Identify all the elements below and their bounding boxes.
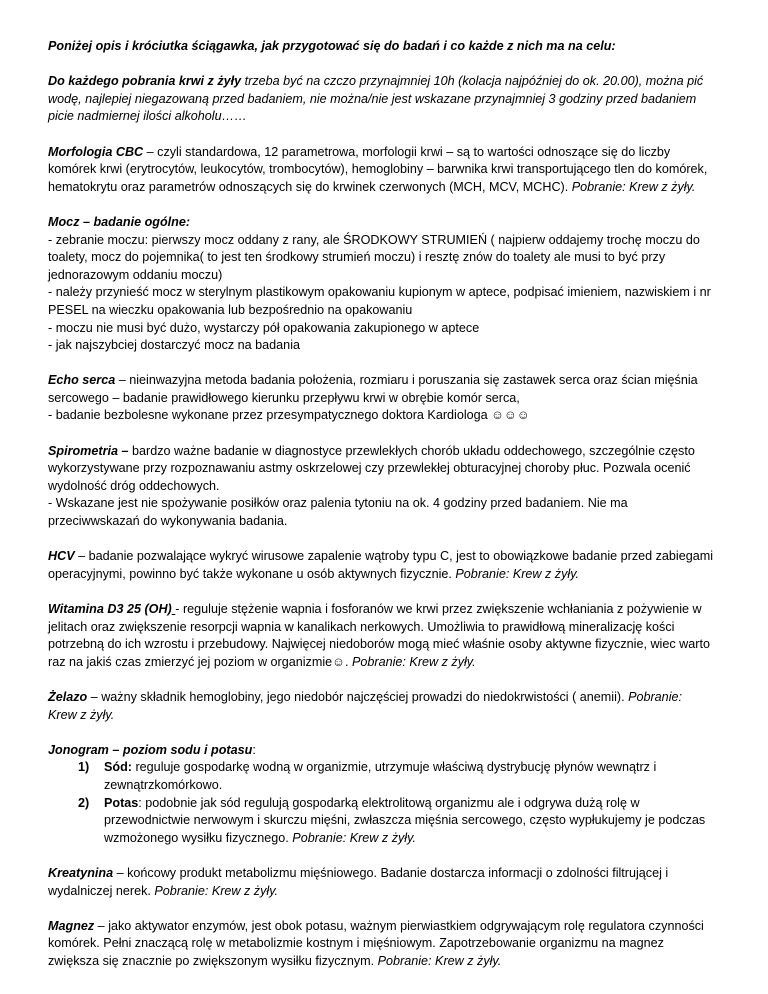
magnez-text: – jako aktywator enzymów, jest obok potasu, ważnym pierwiastkiem odgrywającym rolę regulatora czynności komórek. Pełni znaczącą rolę w metabolizmie kostnym i mięśniowym. Zapotrzebowanie organizmu na magnez zwiększa się znacznie po zwiększonym wysiłku fizycznym. xyxy=(48,918,704,968)
hcv-title: HCV xyxy=(48,549,75,564)
kreatynina-title: Kreatynina xyxy=(48,865,114,880)
witamina-title: Witamina D3 25 (OH) xyxy=(48,602,172,616)
kreatynina-paragraph xyxy=(48,865,714,900)
list-item xyxy=(48,759,714,794)
mocz-line-1: - zebranie moczu: pierwszy mocz oddany z rany, ale ŚRODKOWY STRUMIEŃ ( najpierw oddajemy trochę moczu do toalety, mocz do pojemnika( to jest ten środkowy strumień moczu) i resztę znów do toalety ale musi to być przy jednorazowym oddaniu moczu) xyxy=(48,232,700,282)
list-item-label: Sód: xyxy=(104,760,132,775)
general-paragraph xyxy=(48,73,714,126)
witamina-paragraph xyxy=(48,601,714,671)
kreatynina-sample: Pobranie: Krew z żyły. xyxy=(154,883,279,898)
spirometria-text: bardzo ważne badanie w diagnostyce przewlekłych chorób układu oddechowego, szczególnie często wykorzystywane przy rozpoznawaniu astmy oskrzelowej czy przewlekłej obturacyjnej choroby płuc. Pozwala ocenić wydolność dróg oddechowych. xyxy=(48,443,695,493)
hcv-text: – badanie pozwalające wykryć wirusowe zapalenie wątroby typu C, jest to obowiązkowe badanie przed zabiegami operacyjnymi, powinno być także wykonane u osób aktywnych fizycznie. xyxy=(48,549,714,581)
list-item-text: : podobnie jak sód regulują gospodarką elektrolitową organizmu ale i odgrywa dużą rolę w przewodnictwie nerwowym i skurczu mięśni, zwłaszcza mięśnia sercowego, często wypłukujemy je podczas wzmożonego wysiłku fizycznego. xyxy=(104,795,706,845)
mocz-line-2: - należy przynieść mocz w sterylnym plastikowym opakowaniu kupionym w aptece, podpisać imieniem, nazwiskiem i nr PESEL na wieczku opakowania lub bezpośrednio na opakowaniu xyxy=(48,285,711,317)
morfologia-paragraph xyxy=(48,144,714,197)
hcv-paragraph xyxy=(48,548,714,583)
spirometria-title: Spirometria – xyxy=(48,443,129,458)
intro-paragraph xyxy=(48,38,714,56)
echo-paragraph xyxy=(48,372,714,425)
spirometria-line-2: - Wskazane jest nie spożywanie posiłków oraz palenia tytoniu na ok. 4 godziny przed badaniem. Nie ma przeciwwskazań do wykonywania badania. xyxy=(48,496,628,529)
mocz-title: Mocz – badanie ogólne: xyxy=(48,214,191,229)
zelazo-text: – ważny składnik hemoglobiny, jego niedobór najczęściej prowadzi do niedokrwistości ( anemii). xyxy=(87,689,629,704)
echo-text: – nieinwazyjna metoda badania położenia, rozmiaru i poruszania się zastawek serca oraz ścian mięśnia sercowego – badanie prawidłowego kierunku przepływu krwi w obrębie komór serca, xyxy=(48,373,698,405)
witamina-text: - reguluje stężenie wapnia i fosforanów we krwi przez zwiększenie wchłaniania z pożywienie w jelitach oraz zwiększenie resorpcji wapnia w kanalikach nerkowych. Umożliwia to prawidłową mineralizację kości potrzebną do ich wzrostu i przebudowy. Najwięcej niedoborów mogą mieć właśnie osoby aktywne fizycznie, wiec warto raz na jakiś czas zmierzyć jej poziom w organizmie☺. xyxy=(48,602,710,669)
jonogram-colon: : xyxy=(252,742,256,757)
general-title: Do każdego pobrania krwi z żyły xyxy=(48,74,242,89)
hcv-sample: Pobranie: Krew z żyły. xyxy=(455,566,580,581)
mocz-line-4: - jak najszybciej dostarczyć mocz na badania xyxy=(48,338,300,353)
magnez-sample: Pobranie: Krew z żyły. xyxy=(377,953,502,968)
morfologia-title: Morfologia CBC xyxy=(48,144,144,159)
list-item-number: 1) xyxy=(78,760,90,775)
zelazo-title: Żelazo xyxy=(48,689,88,704)
jonogram-title: Jonogram – poziom sodu i potasu xyxy=(48,742,253,757)
magnez-paragraph xyxy=(48,918,714,971)
general-text: trzeba być na czczo przynajmniej 10h (kolacja najpóźniej do ok. 20.00), można pić wodę, najlepiej niegazowaną przed badaniem, nie można/nie jest wskazane przynajmniej 3 godziny przed badaniem picie nadmiernej ilości alkoholu…… xyxy=(48,74,704,124)
list-item xyxy=(48,795,714,848)
list-item-label: Potas xyxy=(104,795,139,810)
spirometria-paragraph xyxy=(48,443,714,531)
mocz-paragraph xyxy=(48,214,714,355)
echo-line-2: - badanie bezbolesne wykonane przez przesympatycznego doktora Kardiologa ☺☺☺ xyxy=(48,408,530,423)
witamina-sample: Pobranie: Krew z żyły. xyxy=(352,654,476,669)
mocz-line-3: - moczu nie musi być dużo, wystarczy pół opakowania zakupionego w aptece xyxy=(48,320,480,335)
echo-title: Echo serca xyxy=(48,373,116,388)
kreatynina-text: – końcowy produkt metabolizmu mięśniowego. Badanie dostarcza informacji o zdolności filtrującej i wydalniczej nerek. xyxy=(48,865,669,898)
magnez-title: Magnez xyxy=(48,918,95,933)
jonogram-list xyxy=(48,759,714,847)
morfologia-sample: Pobranie: Krew z żyły. xyxy=(571,179,696,194)
zelazo-sample: Pobranie: Krew z żyły. xyxy=(48,689,682,722)
zelazo-paragraph xyxy=(48,689,714,724)
jonogram-section xyxy=(48,742,714,848)
list-item-text: reguluje gospodarkę wodną w organizmie, utrzymuje właściwą dystrybucję płynów wewnątrz i zewnątrzkomórkowo. xyxy=(104,760,657,792)
list-item-number: 2) xyxy=(78,795,90,810)
morfologia-text: – czyli standardowa, 12 parametrowa, morfologii krwi – są to wartości odnoszące się do liczby komórek krwi (erytrocytów, leukocytów, trombocytów), hemoglobiny – barwnika krwi transportującego tlen do komórek, hematokrytu oraz parametrów odnoszących się do krwinek czerwonych (MCH, MCV, MCHC). xyxy=(48,144,708,194)
intro-text: Poniżej opis i króciutka ściągawka, jak przygotować się do badań i co każde z nich ma na celu: xyxy=(48,39,616,53)
list-item-sample: Pobranie: Krew z żyły. xyxy=(292,830,416,845)
